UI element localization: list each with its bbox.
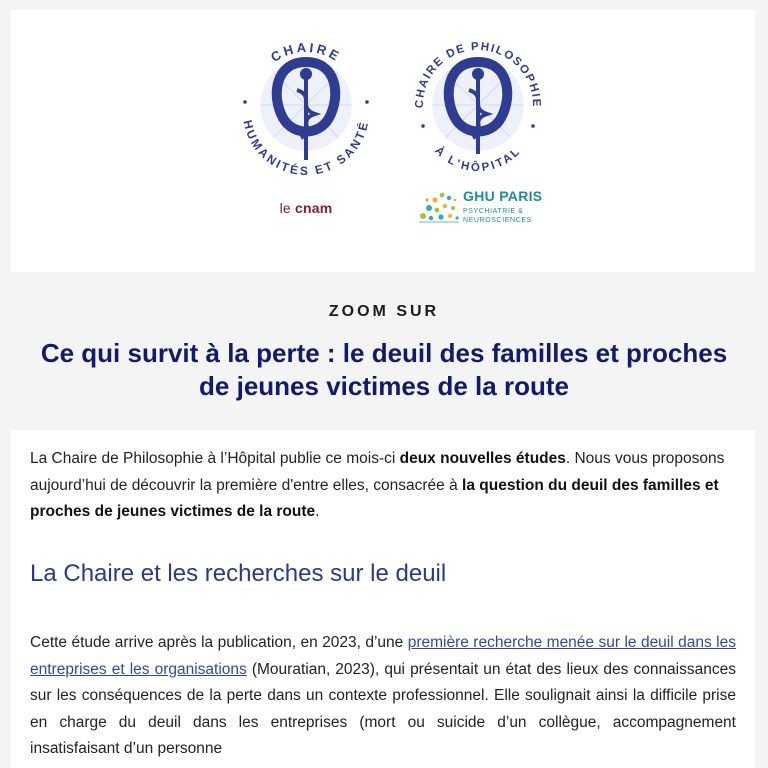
svg-text:CHAIRE: CHAIRE: [268, 39, 344, 65]
article-body: [11, 430, 755, 768]
svg-text:CHAIRE DE PHILOSOPHIE: CHAIRE DE PHILOSOPHIE: [413, 40, 543, 109]
ghu-paris-logo: [415, 182, 555, 238]
study-paragraph: Cette étude arrive après la publication, en 2023, d’une première recherche menée sur le deuil dans les entreprises et les organisations (Mouratian, 2023), qui présentait un état des lieux des connaissances sur les conséquences de la perte dans un contexte professionnel. Elle soulignait ainsi la difficile prise en charge du deuil dans les entreprises (mort ou suicide d’un collègue, accompagnement insatisfaisant d’un personne: [30, 634, 736, 757]
chaire-humanites-sante-logo-icon: [231, 30, 381, 180]
ghu-dots-logo-icon: [415, 186, 461, 226]
ghu-subtitle: PSYCHIATRIE & NEUROSCIENCES: [463, 208, 532, 224]
page-title: Ce qui survit à la perte : le deuil des familles et proches de jeunes victimes de la route: [40, 338, 728, 401]
svg-text:HUMANITÉS ET SANTÉ: HUMANITÉS ET SANTÉ: [240, 118, 372, 179]
newsletter-header: [11, 10, 755, 272]
ghu-title: GHU PARIS: [463, 188, 543, 204]
cnam-logo: le cnam: [279, 200, 333, 216]
svg-text:À L'HÔPITAL: À L'HÔPITAL: [432, 144, 524, 175]
intro-highlight-studies: deux nouvelles études: [399, 450, 566, 467]
intro-paragraph: La Chaire de Philosophie à l’Hôpital publie ce mois-ci deux nouvelles études. Nous vous proposons aujourd’hui de découvrir la première d'entre elles, consacrée à la question du deuil des familles et proches de jeunes victimes de la route.: [30, 450, 725, 520]
intro-highlight-topic: la question du deuil des familles et proches de jeunes victimes de la route: [30, 476, 719, 520]
research-link[interactable]: première recherche menée sur le deuil dans les entreprises et les organisations: [30, 634, 736, 678]
chaire-philosophie-hopital-logo-icon: [403, 30, 553, 180]
zoom-label: ZOOM SUR: [328, 303, 440, 320]
section-title: La Chaire et les recherches sur le deuil: [30, 560, 447, 587]
